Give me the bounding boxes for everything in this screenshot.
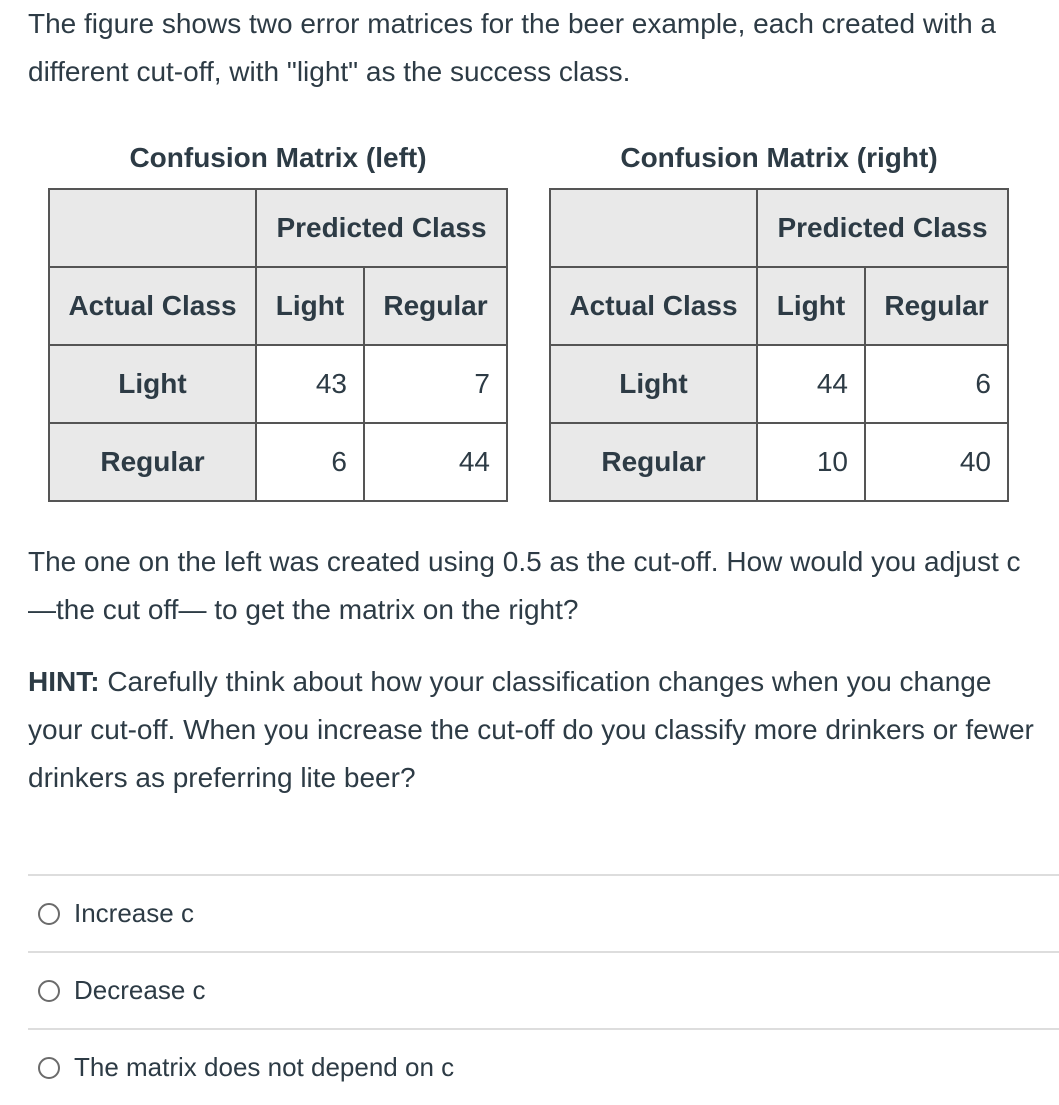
- predicted-class-header: Predicted Class: [757, 189, 1008, 267]
- radio-button[interactable]: [38, 903, 60, 925]
- right-matrix-caption: Confusion Matrix (right): [620, 142, 938, 173]
- actual-class-header: Actual Class: [49, 267, 256, 345]
- empty-corner-cell: [550, 189, 757, 267]
- option-label: Decrease c: [74, 975, 206, 1005]
- left-confusion-matrix: [48, 188, 508, 502]
- cell-value: 7: [364, 345, 507, 423]
- col-header: Light: [757, 267, 865, 345]
- left-matrix-caption: Confusion Matrix (left): [129, 142, 427, 173]
- option-increase-c[interactable]: [28, 874, 1059, 951]
- cell-value: 6: [256, 423, 364, 501]
- cell-value: 10: [757, 423, 865, 501]
- intro-text: The figure shows two error matrices for the beer example, each created with a different cut-off, with "light" as the success class.: [28, 8, 996, 87]
- cell-value: 40: [865, 423, 1008, 501]
- question-text: The one on the left was created using 0.5 as the cut-off. How would you adjust c —the cut off— to get the matrix on the right?: [28, 546, 1021, 625]
- row-header: Regular: [550, 423, 757, 501]
- option-label: Increase c: [74, 898, 194, 928]
- option-label: The matrix does not depend on c: [74, 1052, 455, 1082]
- cell-value: 44: [364, 423, 507, 501]
- col-header: Light: [256, 267, 364, 345]
- hint-label: HINT:: [28, 666, 100, 697]
- radio-button[interactable]: [38, 1057, 60, 1079]
- row-header: Light: [49, 345, 256, 423]
- answer-options: [28, 874, 1059, 1105]
- empty-corner-cell: [49, 189, 256, 267]
- col-header: Regular: [364, 267, 507, 345]
- row-header: Light: [550, 345, 757, 423]
- option-decrease-c[interactable]: [28, 951, 1059, 1028]
- cell-value: 44: [757, 345, 865, 423]
- row-header: Regular: [49, 423, 256, 501]
- col-header: Regular: [865, 267, 1008, 345]
- cell-value: 6: [865, 345, 1008, 423]
- predicted-class-header: Predicted Class: [256, 189, 507, 267]
- hint-text: [28, 658, 1048, 802]
- hint-body: Carefully think about how your classification changes when you change your cut-off. When you increase the cut-off do you classify more drinkers or fewer drinkers as preferring lite beer?: [28, 666, 1034, 793]
- option-no-dependence[interactable]: [28, 1028, 1059, 1105]
- right-confusion-matrix: [549, 188, 1009, 502]
- radio-button[interactable]: [38, 980, 60, 1002]
- cell-value: 43: [256, 345, 364, 423]
- actual-class-header: Actual Class: [550, 267, 757, 345]
